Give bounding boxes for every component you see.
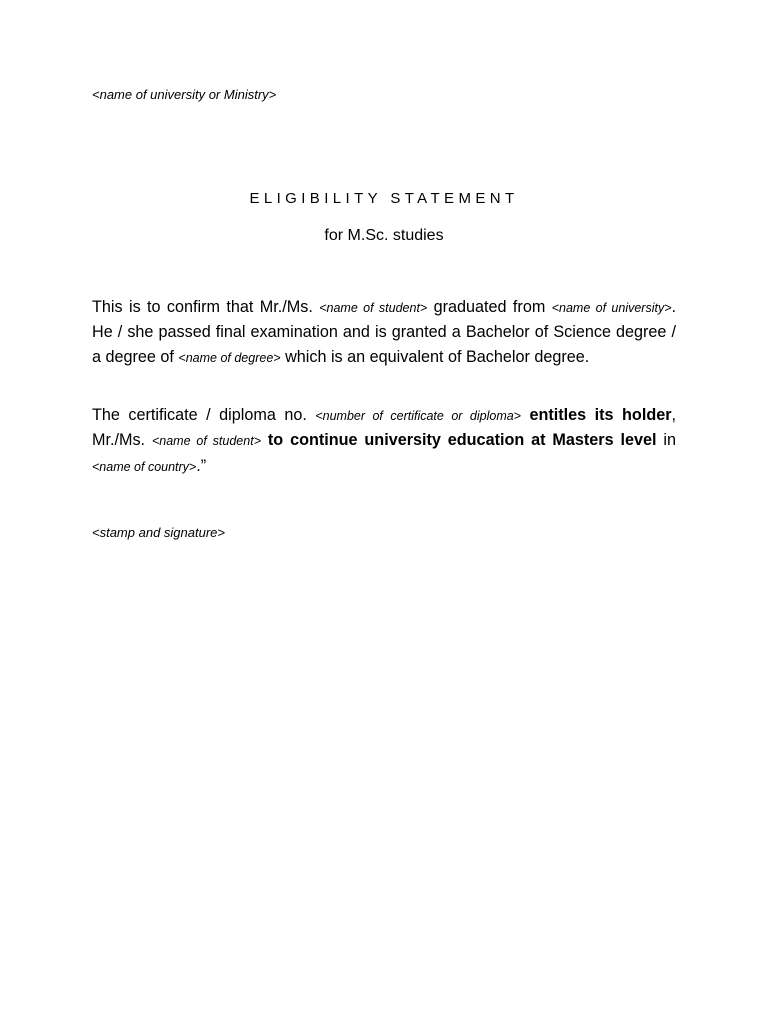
- p1-text-4: which is an equivalent of Bachelor degree.: [280, 347, 590, 366]
- p2-bold-entitles: entitles its holder: [529, 406, 672, 424]
- p2-text-3: in: [656, 431, 676, 450]
- p2-text-4: .”: [196, 456, 207, 475]
- student-name-placeholder-2: <name of student>: [151, 434, 261, 449]
- university-placeholder: <name of university>: [551, 301, 672, 315]
- document-title: ELIGIBILITY STATEMENT: [249, 190, 519, 207]
- p2-bold-continue: to continue university education at Masters level: [267, 431, 657, 450]
- student-name-placeholder: <name of student>: [319, 301, 428, 315]
- confirmation-paragraph: [92, 295, 676, 370]
- p1-text-3: . He / she passed final examination and is granted a Bachelor of Science degree / a degree of: [92, 298, 677, 366]
- certificate-paragraph: [92, 403, 676, 479]
- certificate-number-placeholder: <number of certificate or diploma>: [315, 409, 521, 423]
- university-name-placeholder: <name of university or Ministry>: [92, 87, 277, 102]
- p1-text-2: graduated from: [427, 298, 552, 316]
- p2-text-1: The certificate / diploma no.: [92, 406, 316, 424]
- p2-text-2: , Mr./Ms.: [92, 406, 677, 450]
- degree-name-placeholder: <name of degree>: [178, 350, 281, 365]
- country-name-placeholder: <name of country>: [92, 459, 197, 474]
- p1-text-1: This is to confirm that Mr./Ms.: [92, 298, 320, 316]
- stamp-signature-placeholder: <stamp and signature>: [92, 525, 225, 540]
- document-subtitle: for M.Sc. studies: [324, 227, 444, 244]
